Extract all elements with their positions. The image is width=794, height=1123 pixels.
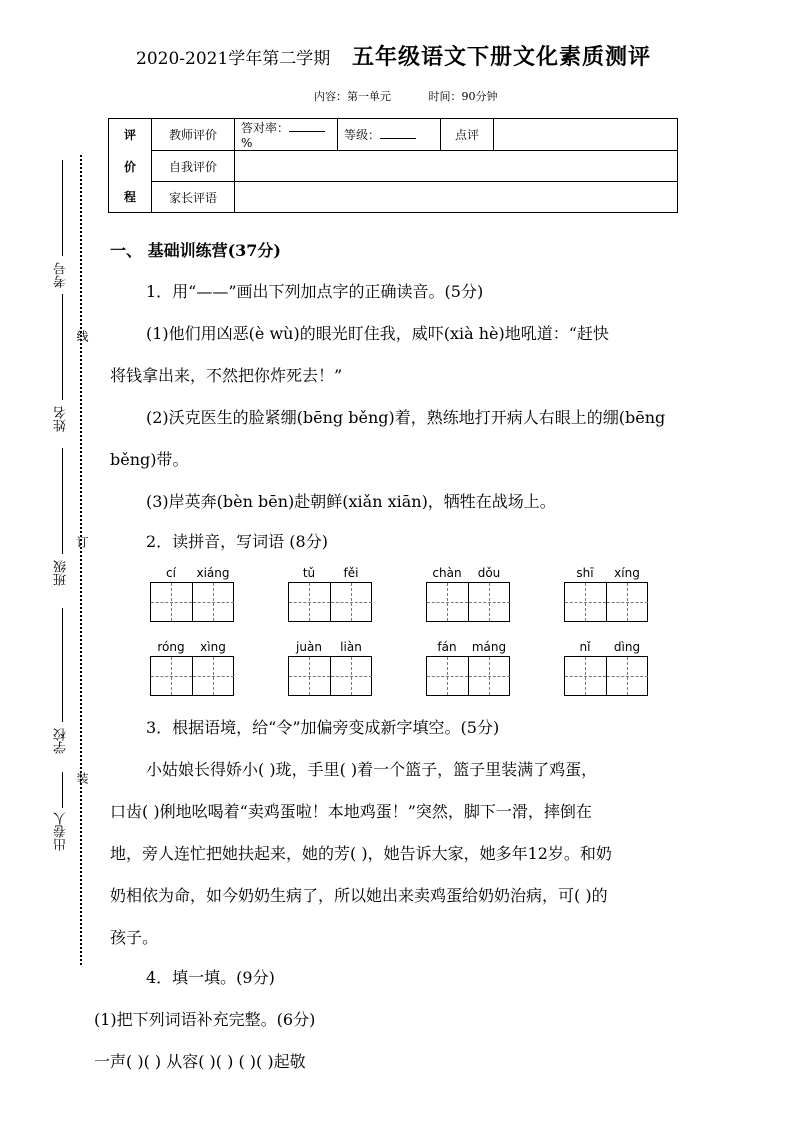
pinyin-label: chàn [432, 566, 462, 580]
rate-blank[interactable] [289, 131, 325, 132]
writing-grid[interactable] [564, 582, 648, 622]
evaluation-table [108, 118, 678, 213]
pinyin-label: cí [166, 566, 176, 580]
pinyin-label: fán [437, 640, 457, 654]
pinyin-label: nǐ [579, 640, 591, 654]
grade-blank[interactable] [380, 138, 416, 139]
q3-line3: 地，旁人连忙把她扶起来，她的芳( )，她告诉大家，她多年12岁。和奶 [110, 844, 612, 863]
q1-sub2-line2: běng)带。 [110, 450, 189, 469]
self-eval-label: 自我评价 [152, 151, 235, 182]
pinyin-label: xiáng [196, 566, 230, 580]
q4-fill-line: 一声( )( ) 从容( )( ) ( )( )起敬 [94, 1052, 306, 1071]
q3-line1: 小姑娘长得娇小( )珑，手里( )着一个篮子，篮子里装满了鸡蛋， [146, 760, 598, 779]
page-title: 五年级语文下册文化素质测评 [352, 44, 652, 70]
q3-line2: 口齿( )俐地吆喝着“卖鸡蛋啦！本地鸡蛋！”突然，脚下一滑，摔倒在 [110, 802, 592, 821]
writing-grid[interactable] [288, 656, 372, 696]
exam-info [314, 88, 532, 104]
term-label: 2020-2021学年第二学期 [136, 49, 331, 69]
margin-zhuang: 装 [75, 772, 89, 784]
eval-side-char: 价 [109, 151, 152, 182]
section-heading: 一、 基础训练营(37分) [110, 241, 281, 260]
name-label: 姓名 [54, 406, 69, 432]
comment-field[interactable] [494, 119, 678, 151]
margin-xian: 线 [75, 330, 89, 342]
eval-side-char: 评 [109, 119, 152, 151]
content-label: 内容：第一单元 [314, 90, 391, 103]
pinyin-label: xìng [200, 640, 226, 654]
school-blank[interactable] [62, 608, 63, 722]
pinyin-label: róng [157, 640, 185, 654]
class-label: 班级 [54, 560, 69, 586]
pinyin-label: juàn [296, 640, 322, 654]
parent-comment-field[interactable] [235, 182, 678, 213]
q1-sub3: (3)岸英奔(bèn bēn)赴朝鲜(xiǎn xiān)，牺牲在战场上。 [146, 492, 556, 511]
q3-stem: 3．根据语境，给“令”加偏旁变成新字填空。(5分) [146, 718, 500, 737]
writing-grid[interactable] [150, 656, 234, 696]
exam-no-label: 考号 [54, 262, 69, 288]
grade-cell: 等级： [338, 119, 441, 151]
q1-sub1-line2: 将钱拿出来，不然把你炸死去！” [110, 366, 343, 385]
comment-label: 点评 [441, 119, 494, 151]
margin-ding: 订 [75, 536, 89, 548]
class-blank[interactable] [62, 448, 63, 554]
q1-sub1-line1: (1)他们用凶恶(è wù)的眼光盯住我，威吓(xià hè)地吼道：“赶快 [146, 324, 609, 343]
time-label: 时间：90分钟 [428, 90, 498, 103]
teacher-eval-label: 教师评价 [152, 119, 235, 151]
q1-sub2-line1: (2)沃克医生的脸紧绷(bēng běng)着，熟练地打开病人右眼上的绷(bēng [146, 408, 666, 427]
pinyin-label: tǔ [302, 566, 316, 580]
self-eval-field[interactable] [235, 151, 678, 182]
writing-grid[interactable] [564, 656, 648, 696]
rate-cell: 答对率：% [235, 119, 338, 151]
pinyin-label: xíng [614, 566, 640, 580]
q4-sub1: (1)把下列词语补充完整。(6分) [94, 1010, 316, 1029]
pinyin-label: shī [576, 566, 594, 580]
q1-stem: 1．用“——”画出下列加点字的正确读音。(5分) [146, 282, 484, 301]
q4-stem: 4．填一填。(9分) [146, 968, 275, 987]
q3-line4: 奶相依为命，如今奶奶生病了，所以她出来卖鸡蛋给奶奶治病，可( )的 [110, 886, 608, 905]
pinyin-label: dìng [613, 640, 641, 654]
pinyin-label: fěi [343, 566, 359, 580]
pinyin-label: dǒu [477, 566, 501, 580]
name-blank[interactable] [62, 294, 63, 400]
writing-grid[interactable] [288, 582, 372, 622]
school-label: 学校 [54, 728, 69, 754]
author-label: 出卷人 [54, 812, 69, 851]
eval-side-char: 程 [109, 182, 152, 213]
author-blank[interactable] [62, 772, 63, 808]
writing-grid[interactable] [426, 582, 510, 622]
q2-stem: 2．读拼音，写词语 (8分) [146, 532, 328, 551]
binding-line [80, 155, 82, 965]
parent-comment-label: 家长评语 [152, 182, 235, 213]
pinyin-label: liàn [340, 640, 362, 654]
writing-grid[interactable] [150, 582, 234, 622]
q3-line5: 孩子。 [110, 928, 159, 947]
writing-grid[interactable] [426, 656, 510, 696]
exam-no-blank[interactable] [62, 160, 63, 256]
pinyin-label: máng [471, 640, 507, 654]
